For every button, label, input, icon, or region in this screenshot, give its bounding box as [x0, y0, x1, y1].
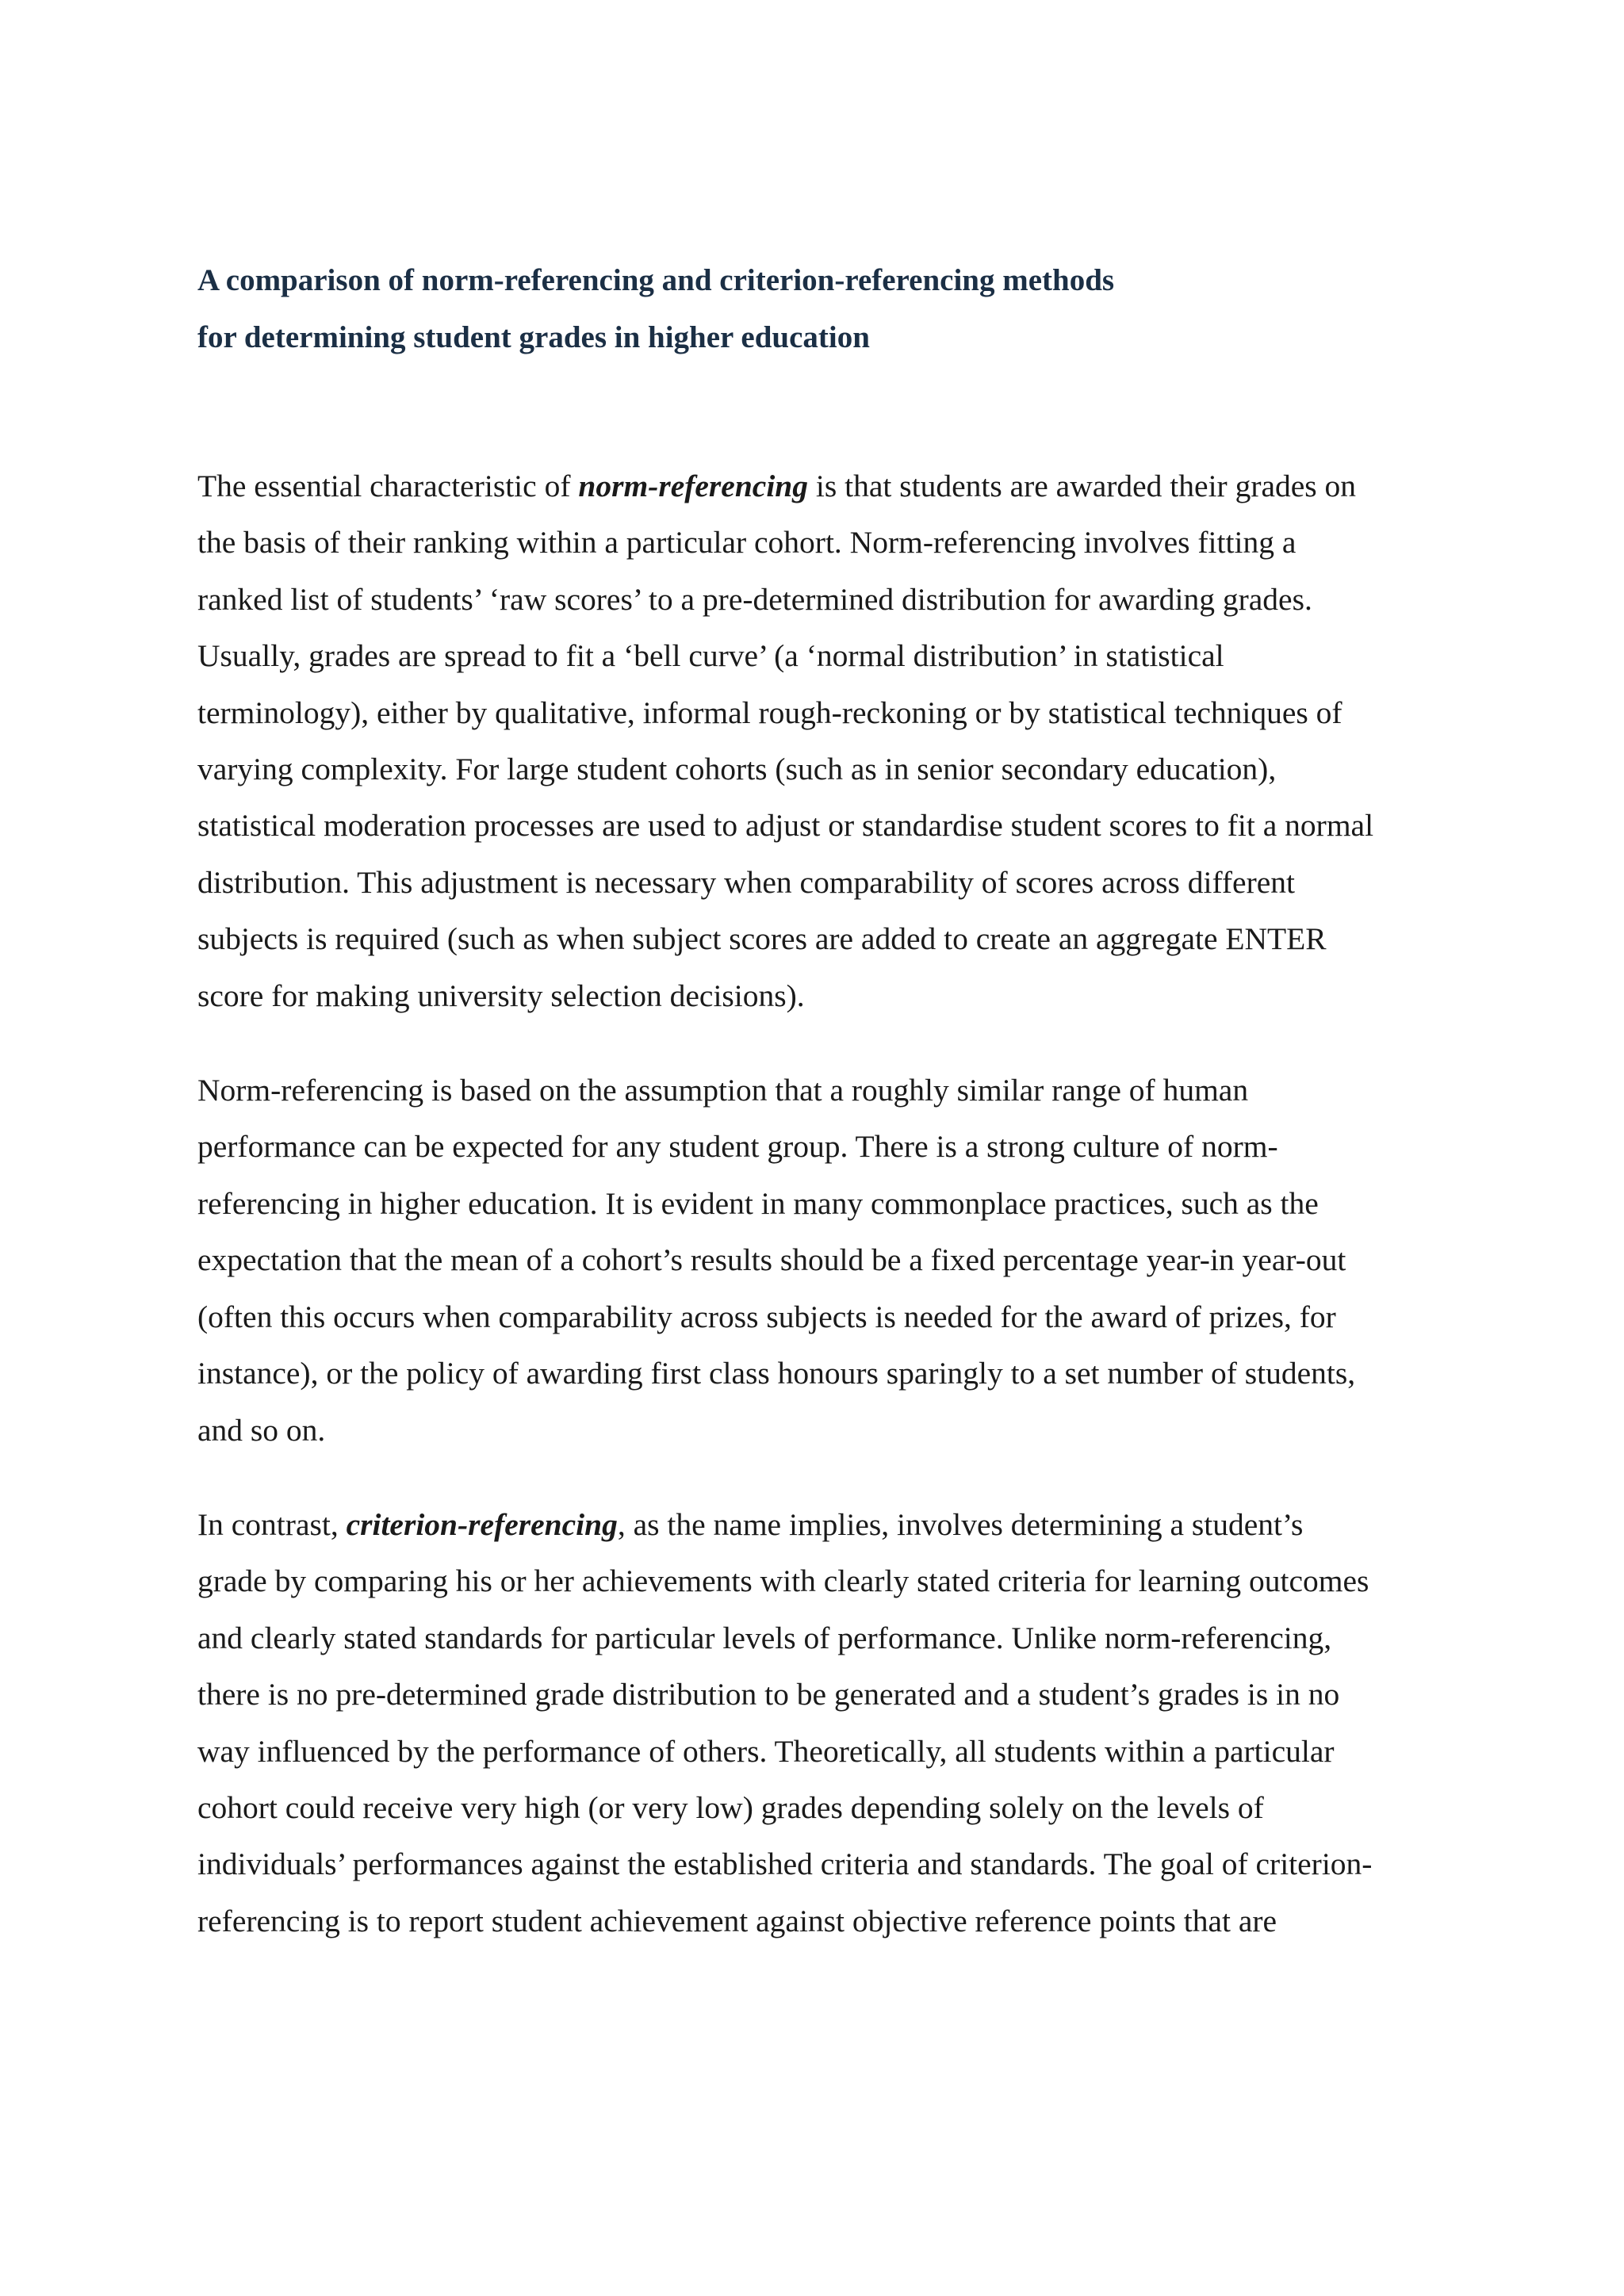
text-run: , as the name implies, involves determining a student’s — [617, 1506, 1304, 1542]
title-line: A comparison of norm-referencing and criterion-referencing methods — [197, 263, 1115, 297]
text-line — [197, 458, 1498, 515]
text-line: ranked list of students’ ‘raw scores’ to a pre-determined distribution for awarding grades. — [197, 581, 1312, 617]
text-line: way influenced by the performance of others. Theoretically, all students within a particular — [197, 1733, 1335, 1769]
text-line: Norm-referencing is based on the assumption that a roughly similar range of human — [197, 1073, 1249, 1108]
text-line: individuals’ performances against the established criteria and standards. The goal of criterion- — [197, 1846, 1373, 1882]
term-criterion-referencing: criterion-referencing — [346, 1506, 618, 1542]
text-line: the basis of their ranking within a particular cohort. Norm-referencing involves fitting a — [197, 525, 1297, 561]
text-line: and clearly stated standards for particular levels of performance. Unlike norm-referencing, — [197, 1620, 1332, 1655]
text-line: performance can be expected for any student group. There is a strong culture of norm- — [197, 1129, 1278, 1165]
text-line — [197, 1497, 1498, 1553]
term-norm-referencing: norm-referencing — [578, 469, 809, 503]
paragraph-criterion-referencing — [197, 1497, 1498, 1950]
text-line: referencing in higher education. It is evident in many commonplace practices, such as the — [197, 1185, 1319, 1221]
document-title — [197, 252, 1466, 366]
text-line: there is no pre-determined grade distribution to be generated and a student’s grades is in no — [197, 1677, 1340, 1712]
paragraph-norm-referencing — [197, 458, 1498, 1024]
text-run: In contrast, — [197, 1506, 347, 1542]
text-line: and so on. — [197, 1412, 326, 1448]
text-line: distribution. This adjustment is necessary when comparability of scores across different — [197, 864, 1296, 900]
text-line: instance), or the policy of awarding first class honours sparingly to a set number of students, — [197, 1356, 1356, 1391]
text-line: varying complexity. For large student cohorts (such as in senior secondary education), — [197, 752, 1277, 787]
title-line: for determining student grades in higher education — [197, 320, 870, 354]
text-line: cohort could receive very high (or very low) grades depending solely on the levels of — [197, 1789, 1264, 1825]
text-run: The essential characteristic of — [197, 469, 579, 503]
text-line: score for making university selection decisions). — [197, 978, 805, 1013]
text-line: (often this occurs when comparability across subjects is needed for the award of prizes, for — [197, 1299, 1336, 1334]
paragraph-norm-assumption — [197, 1062, 1498, 1459]
text-line: referencing is to report student achievement against objective reference points that are — [197, 1903, 1277, 1938]
text-run: is that students are awarded their grades on — [808, 469, 1357, 503]
document-body — [197, 458, 1498, 1988]
text-line: Usually, grades are spread to fit a ‘bell curve’ (a ‘normal distribution’ in statistical — [197, 638, 1224, 674]
text-line: expectation that the mean of a cohort’s results should be a fixed percentage year-in year-out — [197, 1242, 1346, 1278]
text-line: statistical moderation processes are used to adjust or standardise student scores to fit a normal — [197, 808, 1374, 844]
text-line: subjects is required (such as when subject scores are added to create an aggregate ENTER — [197, 921, 1327, 957]
text-line: terminology), either by qualitative, informal rough-reckoning or by statistical techniques of — [197, 695, 1342, 730]
text-line: grade by comparing his or her achievements with clearly stated criteria for learning outcomes — [197, 1563, 1369, 1599]
